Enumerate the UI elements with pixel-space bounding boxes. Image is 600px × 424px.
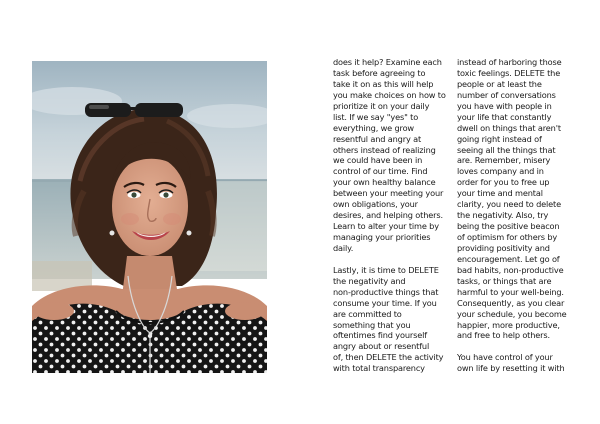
text-line: something that you (333, 319, 411, 330)
text-line: with total transparency (333, 363, 425, 374)
text-line: own life by resetting it with (457, 363, 565, 374)
text-line: your time and mental (457, 188, 543, 199)
text-line: does it help? Examine each (333, 57, 442, 67)
text-line: you make choices on how to (333, 89, 446, 100)
paragraph (457, 352, 575, 374)
text-line: control of our time. Find (333, 166, 428, 177)
text-line: oftentimes find yourself (333, 330, 427, 341)
text-line: prioritize it on your daily (333, 100, 430, 111)
text-line: and free to help others. (457, 330, 550, 341)
text-line: between your meeting your (333, 188, 444, 199)
text-line: going right instead of (457, 133, 542, 144)
text-line: task before agreeing to (333, 67, 426, 78)
text-line: encouragement. Let go of (457, 253, 560, 264)
text-line: of, then DELETE the activity (333, 352, 444, 363)
text-line: bad habits, non-productive (457, 264, 564, 275)
portrait-photo (32, 61, 267, 373)
text-line: list. If we say "yes" to (333, 111, 419, 122)
text-line: dwell on things that aren't (457, 122, 561, 133)
text-line: toxic feelings. DELETE the (457, 67, 561, 78)
paragraph (333, 57, 451, 254)
text-line: your schedule, you become (457, 308, 567, 319)
text-line: Lastly, it is time to DELETE (333, 264, 439, 275)
text-line: loves company and in (457, 166, 544, 177)
paragraph (333, 265, 451, 374)
text-line: we could have been in (333, 155, 423, 166)
text-line: number of conversations (457, 89, 556, 100)
text-line: own obligations, your (333, 199, 418, 210)
text-line: seeing all the things that (457, 144, 556, 155)
text-line: of optimism for others by (457, 232, 558, 242)
text-line: daily. (333, 242, 354, 253)
text-line: Consequently, as you clear (457, 297, 565, 308)
text-line: others instead of realizing (333, 144, 436, 155)
text-line: angry about or resentful (333, 341, 430, 352)
text-line: consume your time. If you (333, 297, 437, 308)
text-line: resentful and angry at (333, 133, 422, 144)
text-line: managing your priorities (333, 232, 431, 242)
text-line: non-productive things that (333, 286, 439, 297)
text-line: harmful to your well-being. (457, 286, 564, 297)
text-line: Learn to alter your time by (333, 221, 439, 232)
text-line: you have with people in (457, 100, 552, 111)
text-line: tasks, or things that are (457, 275, 552, 286)
text-line: take it on as this will help (333, 78, 434, 89)
text-line: being the positive beacon (457, 221, 560, 232)
text-line: are committed to (333, 308, 402, 319)
text-line: the negativity and (333, 275, 406, 286)
text-line: order for you to free up (457, 177, 550, 188)
text-line: instead of harboring those (457, 57, 562, 67)
paragraph (457, 57, 575, 341)
text-line: happier, more productive, (457, 319, 560, 330)
text-column-left (333, 57, 451, 374)
paragraph-gap (333, 254, 451, 265)
text-line: the negativity. Also, try (457, 210, 549, 221)
text-column-right (457, 57, 575, 374)
text-line: your own healthy balance (333, 177, 436, 188)
text-line: providing positivity and (457, 242, 550, 253)
text-line: desires, and helping others. (333, 210, 443, 221)
text-line: people or at least the (457, 78, 542, 89)
text-line: are. Remember, misery (457, 155, 551, 166)
text-line: everything, we grow (333, 122, 414, 133)
text-line: your life that constantly (457, 111, 552, 122)
text-line: clarity, you need to delete (457, 199, 561, 210)
paragraph-gap (457, 341, 575, 352)
text-line: You have control of your (457, 352, 553, 363)
